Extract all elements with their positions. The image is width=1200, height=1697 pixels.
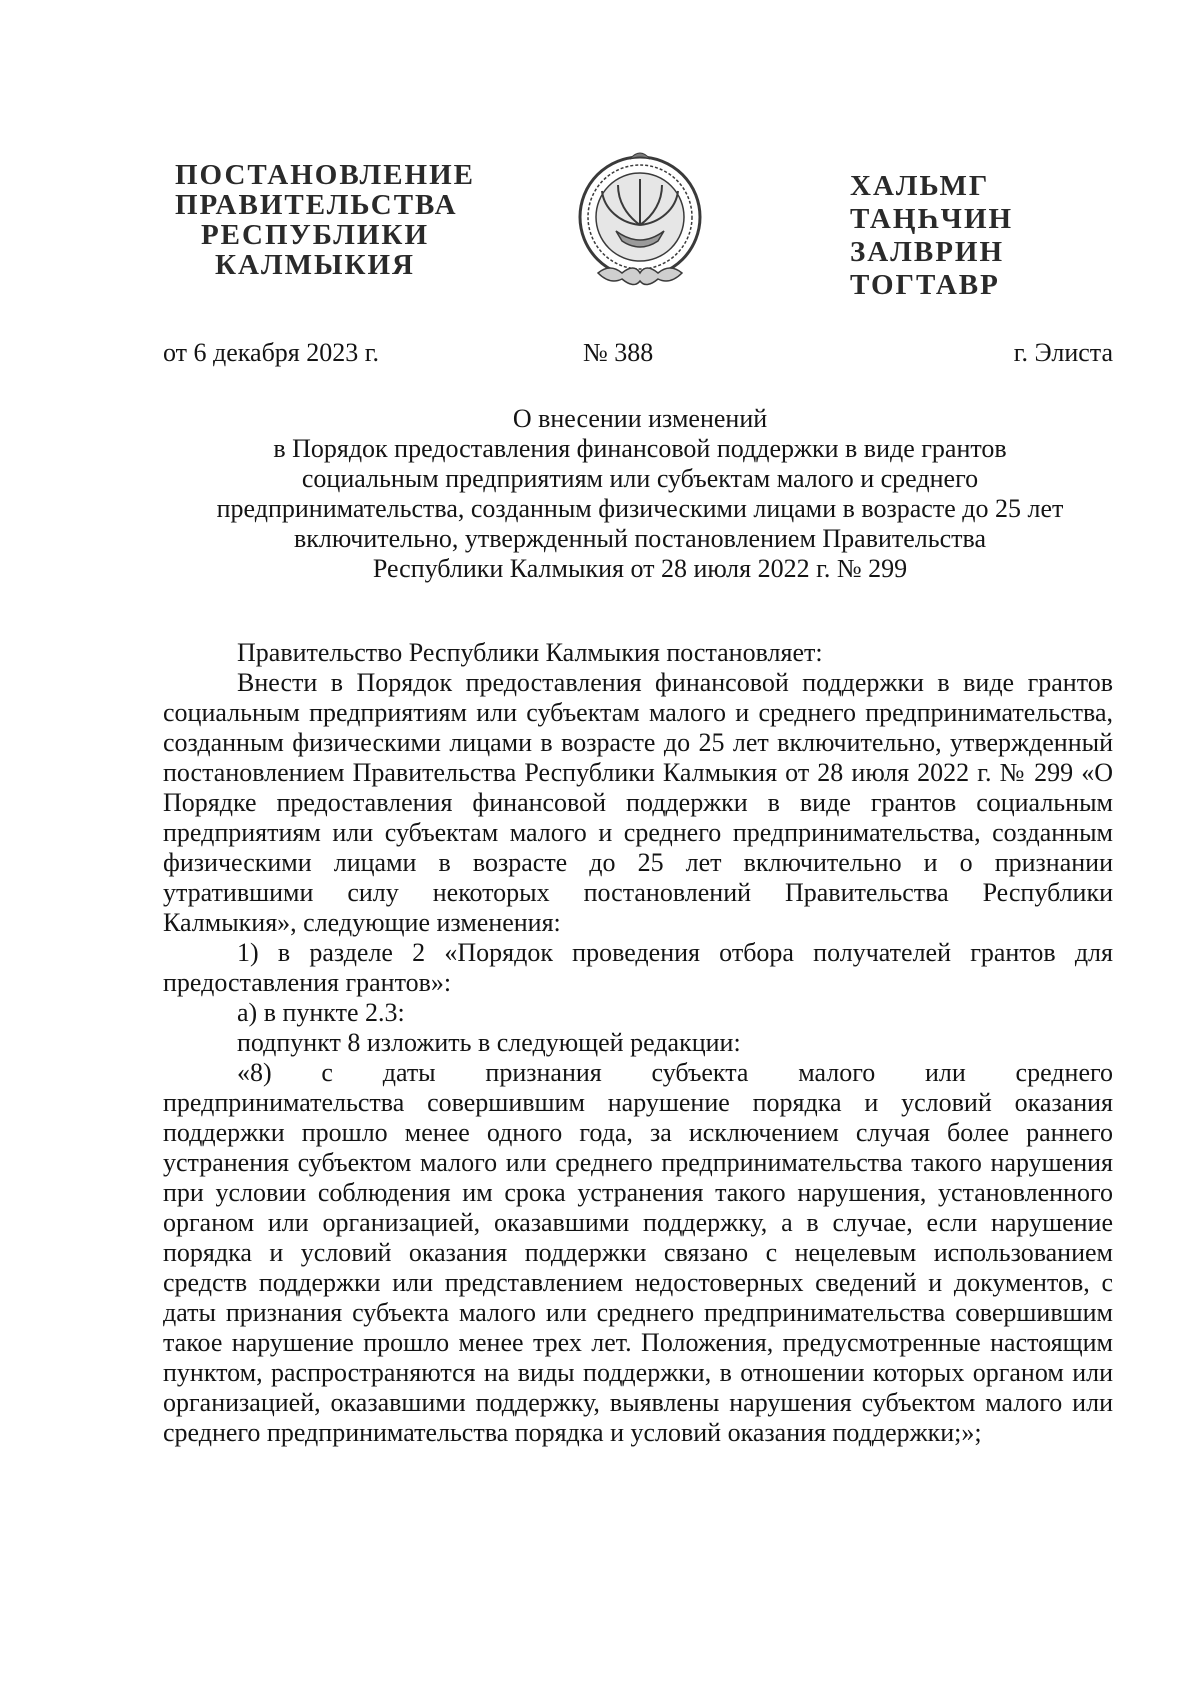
subitem: подпункт 8 изложить в следующей редакции:: [237, 1028, 741, 1057]
header-kal-line-2: ТАҢҺЧИН: [850, 203, 1014, 235]
main-paragraph: Внести в Порядок предоставления финансовой поддержки в виде грантов социальным предприятиям или субъектам малого и среднего предпринимательства, созданным физическими лицами в возрасте до 25 лет включительно, утвержденный постановлением Правительства Республики Калмыкия от 28 июля 2022 г. № 299 «О Порядке предоставления финансовой поддержки в виде грантов социальным предприятиям или субъектам малого и среднего предпринимательства, созданным физическими лицами в возрасте до 25 лет включительно и о признании утратившими силу некоторых постановлений Правительства Республики Калмыкия», следующие изменения:: [163, 668, 1113, 937]
preamble: Правительство Республики Калмыкия постановляет:: [237, 638, 823, 667]
title-line: Республики Калмыкия от 28 июля 2022 г. № 299: [372, 554, 908, 583]
document-number: № 388: [583, 338, 654, 367]
header-kalmyk: [850, 170, 1020, 302]
document-body: [163, 638, 1113, 1448]
header-ru-line-2: ПРАВИТЕЛЬСТВА: [175, 189, 458, 221]
document-meta: [163, 338, 1113, 370]
header-russian: [175, 159, 476, 281]
document-date: от 6 декабря 2023 г.: [163, 338, 379, 367]
header-ru-line-3: РЕСПУБЛИКИ: [200, 219, 430, 251]
header-ru-line-1: ПОСТАНОВЛЕНИЕ: [175, 159, 476, 191]
header-kal-line-1: ХАЛЬМГ: [850, 170, 990, 202]
item-1: 1) в разделе 2 «Порядок проведения отбора получателей грантов для предоставления грантов»:: [163, 938, 1113, 997]
document-title: [160, 404, 1120, 584]
title-line: в Порядок предоставления финансовой поддержки в виде грантов: [273, 434, 1007, 463]
title-line: включительно, утвержденный постановлением Правительства: [293, 524, 987, 553]
title-line: социальным предприятиям или субъектам малого и среднего: [301, 464, 979, 493]
header-kal-line-4: ТОГТАВР: [850, 269, 1000, 301]
kalmykia-coat-of-arms-icon: [570, 145, 710, 295]
title-line: предпринимательства, созданным физическими лицами в возрасте до 25 лет: [216, 494, 1064, 523]
title-line: О внесении изменений: [512, 404, 768, 433]
quote-first-line: «8) с даты признания субъекта малого или среднего: [237, 1058, 1113, 1087]
header-kal-line-3: ЗАЛВРИН: [850, 236, 1005, 268]
document-city: г. Элиста: [1013, 338, 1113, 367]
quote-paragraph: предпринимательства совершившим нарушение порядка и условий оказания поддержки прошло менее одного года, за исключением случая более раннего устранения субъектом малого или среднего предпринимательства такого нарушения при условии соблюдения им срока устранения такого нарушения, установленного органом или организацией, оказавшими поддержку, а в случае, если нарушение порядка и условий оказания поддержки связано с нецелевым использованием средств поддержки или представлением недостоверных сведений и документов, с даты признания субъекта малого или среднего предпринимательства совершившим такое нарушение прошло менее трех лет. Положения, предусмотренные настоящим пунктом, распространяются на виды поддержки, в отношении которых органом или организацией, оказавшими поддержку, выявлены нарушения субъектом малого или среднего предпринимательства порядка и условий оказания поддержки;»;: [163, 1088, 1113, 1447]
header-ru-line-4: КАЛМЫКИЯ: [215, 249, 415, 281]
item-a: а) в пункте 2.3:: [237, 998, 405, 1027]
